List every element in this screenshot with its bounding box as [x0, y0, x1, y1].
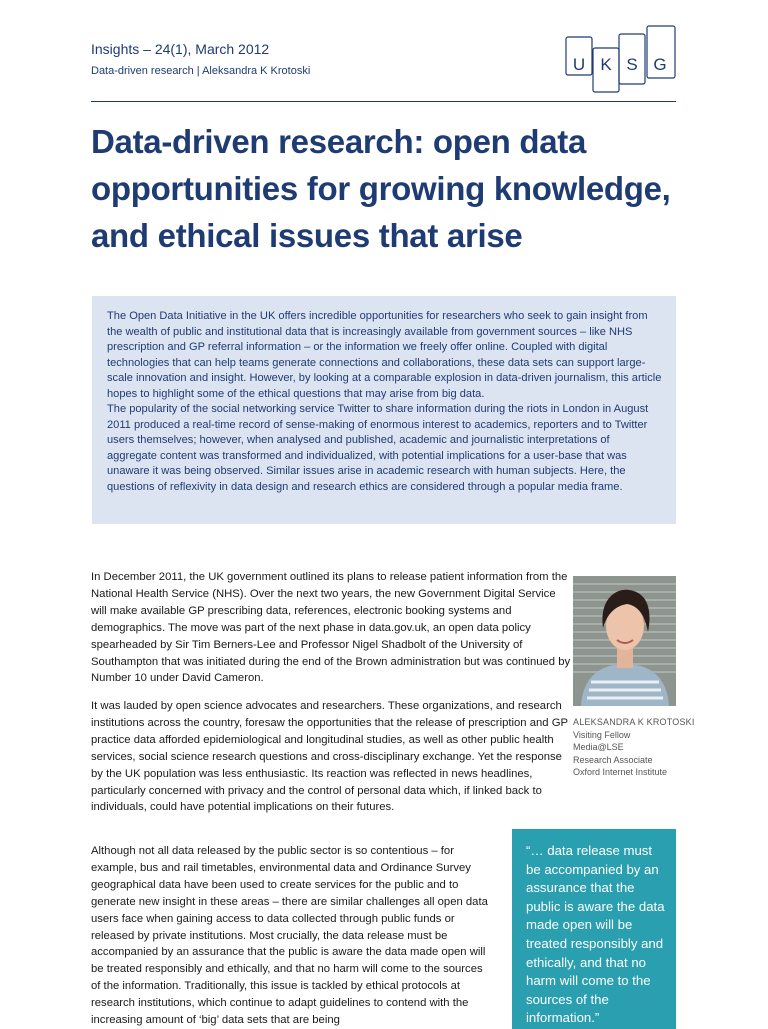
logo-letter-g: G: [653, 55, 667, 74]
abstract-paragraph: The popularity of the social networking service Twitter to share information during the riots in London in August 2011 produced a real-time record of sense-making of enormous interest to academics, reporters and to Twitter users themselves; however, when analysed and published, academic and journalistic interpretations of aggregate content was transformed and individualized, with potential implications for a user-base that was unaware it was being observed. Similar issues arise in academic research with human subjects. Here, the questions of reflexivity in data design and research ethics are considered through a popular media frame.: [107, 403, 649, 493]
author-caption: [573, 716, 695, 779]
pull-quote: “… data release must be accompanied by an assurance that the public is aware the data made open will be treated responsibly and ethically, and that no harm will come to the sources of the information.”: [512, 829, 676, 1029]
journal-issue: Insights – 24(1), March 2012: [91, 41, 270, 57]
header-rule: [91, 101, 676, 102]
body-paragraph: It was lauded by open science advocates and researchers. These organizations, and research institutions across the country, foresaw the opportunities that the release of prescription and GP practice data afforded epidemiological and longitudinal studies, as well as other public health services, social science research questions and cross-disciplinary exchange. Yet the response by the UK population was less enthusiastic. Its reaction was reflected in news headlines, particularly concerned with privacy and the control of personal data which, if linked back to individuals, could have potential implications on their futures.: [91, 700, 568, 814]
author-affiliation: Media@LSE: [573, 742, 624, 753]
logo-letter-k: K: [600, 55, 612, 74]
author-role: Research Associate: [573, 754, 653, 765]
author-name: ALEKSANDRA K KROTOSKI: [573, 717, 695, 727]
logo-letter-u: U: [572, 55, 586, 74]
logo-letter-s: S: [626, 55, 638, 74]
abstract-box: [92, 296, 676, 524]
author-photo: [573, 576, 676, 706]
body-paragraph: Although not all data released by the public sector is so contentious – for example, bus and rail timetables, environmental data and Ordinance Survey geographical data have been used to create services for the public and to generate new insight in these areas – there are similar challenges all open data users face when gaining access to data collected through public funds or released by private institutions. Most crucially, the data release must be accompanied by an assurance that the public is aware the data made open will be treated responsibly and ethically, and that no harm will come to the sources of the information. Traditionally, this issue is tackled by ethical protocols at research institutions, which continue to adapt guidelines to contend with the increasing amount of ‘big’ data sets that are being: [91, 845, 488, 1027]
body-paragraph: In December 2011, the UK government outlined its plans to release patient information from the National Health Service (NHS). Over the next two years, the new Government Digital Service will make available GP prescribing data, references, electronic booking systems and demographics. The move was part of the next phase in data.gov.uk, an open data policy spearheaded by Sir Tim Berners-Lee and Professor Nigel Shadbolt of the University of Southampton that was initiated during the end of the Brown administration but was continued by Number 10 under David Cameron.: [91, 571, 571, 685]
author-role: Visiting Fellow: [573, 729, 631, 740]
running-head: Data-driven research | Aleksandra K Krotoski: [91, 65, 311, 77]
author-affiliation: Oxford Internet Institute: [573, 767, 668, 778]
uksg-logo: [563, 22, 679, 98]
article-title: Data-driven research: open data opportunities for growing knowledge, and ethical issues that arise: [91, 123, 671, 254]
abstract-paragraph: The Open Data Initiative in the UK offers incredible opportunities for researchers who seek to gain insight from the wealth of public and institutional data that is increasingly available from government sources – like NHS prescription and GP referral information – or the information we freely offer online. Coupled with digital technologies that can help teams generate connections and collaborations, these data sets can support large-scale innovation and insight. However, by looking at a comparable explosion in data-driven journalism, this article hopes to highlight some of the ethical questions that may arise from big data.: [107, 310, 662, 400]
